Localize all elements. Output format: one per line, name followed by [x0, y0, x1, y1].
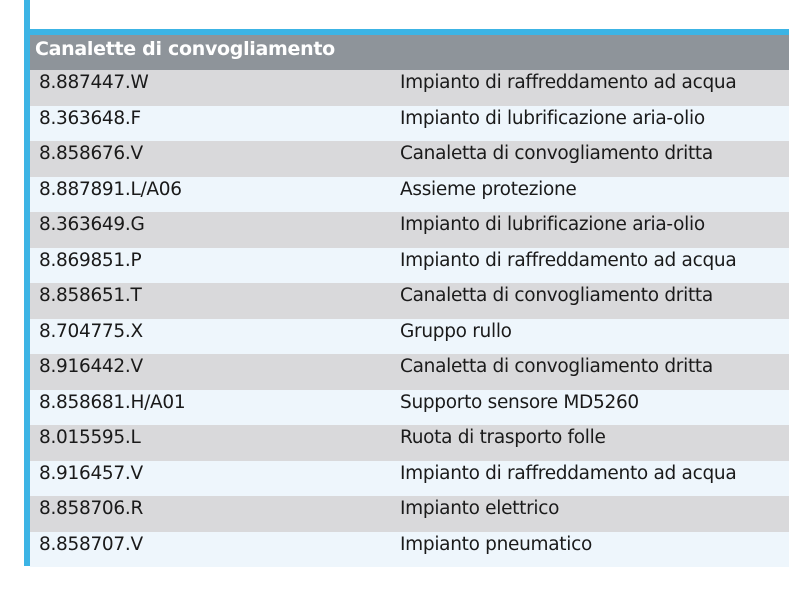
table-row — [30, 390, 789, 426]
part-description: Impianto pneumatico — [400, 533, 592, 555]
part-code: 8.858681.H/A01 — [39, 391, 186, 413]
part-description: Canaletta di convogliamento dritta — [400, 285, 713, 306]
table-row — [30, 354, 789, 390]
table-row — [30, 496, 789, 532]
part-code: 8.858707.V — [39, 533, 143, 555]
part-description: Supporto sensore MD5260 — [400, 391, 639, 413]
table-row — [30, 319, 789, 355]
part-code: 8.015595.L — [39, 427, 141, 448]
part-code: 8.887891.L/A06 — [39, 178, 182, 200]
part-description: Impianto di raffreddamento ad acqua — [400, 462, 737, 484]
table-row — [30, 141, 789, 177]
part-code: 8.916457.V — [39, 462, 143, 484]
part-code: 8.363649.G — [39, 214, 145, 235]
part-description: Impianto di lubrificazione aria-olio — [400, 214, 705, 235]
table-title: Canalette di convogliamento — [30, 35, 789, 70]
table-row — [30, 70, 789, 106]
table-row — [30, 248, 789, 284]
table-row — [30, 425, 789, 461]
part-description: Gruppo rullo — [400, 320, 512, 342]
part-code: 8.858651.T — [39, 285, 142, 306]
part-description: Assieme protezione — [400, 178, 577, 200]
parts-table — [30, 35, 789, 567]
part-description: Impianto di raffreddamento ad acqua — [400, 72, 737, 93]
part-description: Canaletta di convogliamento dritta — [400, 143, 713, 164]
table-row — [30, 212, 789, 248]
part-description: Impianto elettrico — [400, 498, 560, 519]
part-code: 8.858706.R — [39, 498, 144, 519]
table-row — [30, 106, 789, 142]
part-code: 8.363648.F — [39, 107, 141, 129]
table-row — [30, 461, 789, 497]
part-description: Impianto di lubrificazione aria-olio — [400, 107, 705, 129]
part-code: 8.869851.P — [39, 249, 142, 271]
part-code: 8.704775.X — [39, 320, 143, 342]
part-code: 8.887447.W — [39, 72, 149, 93]
part-description: Ruota di trasporto folle — [400, 427, 606, 448]
table-row — [30, 283, 789, 319]
table-body — [30, 70, 789, 567]
table-row — [30, 532, 789, 568]
part-code: 8.916442.V — [39, 356, 143, 377]
part-description: Canaletta di convogliamento dritta — [400, 356, 713, 377]
part-description: Impianto di raffreddamento ad acqua — [400, 249, 737, 271]
part-code: 8.858676.V — [39, 143, 143, 164]
table-row — [30, 177, 789, 213]
